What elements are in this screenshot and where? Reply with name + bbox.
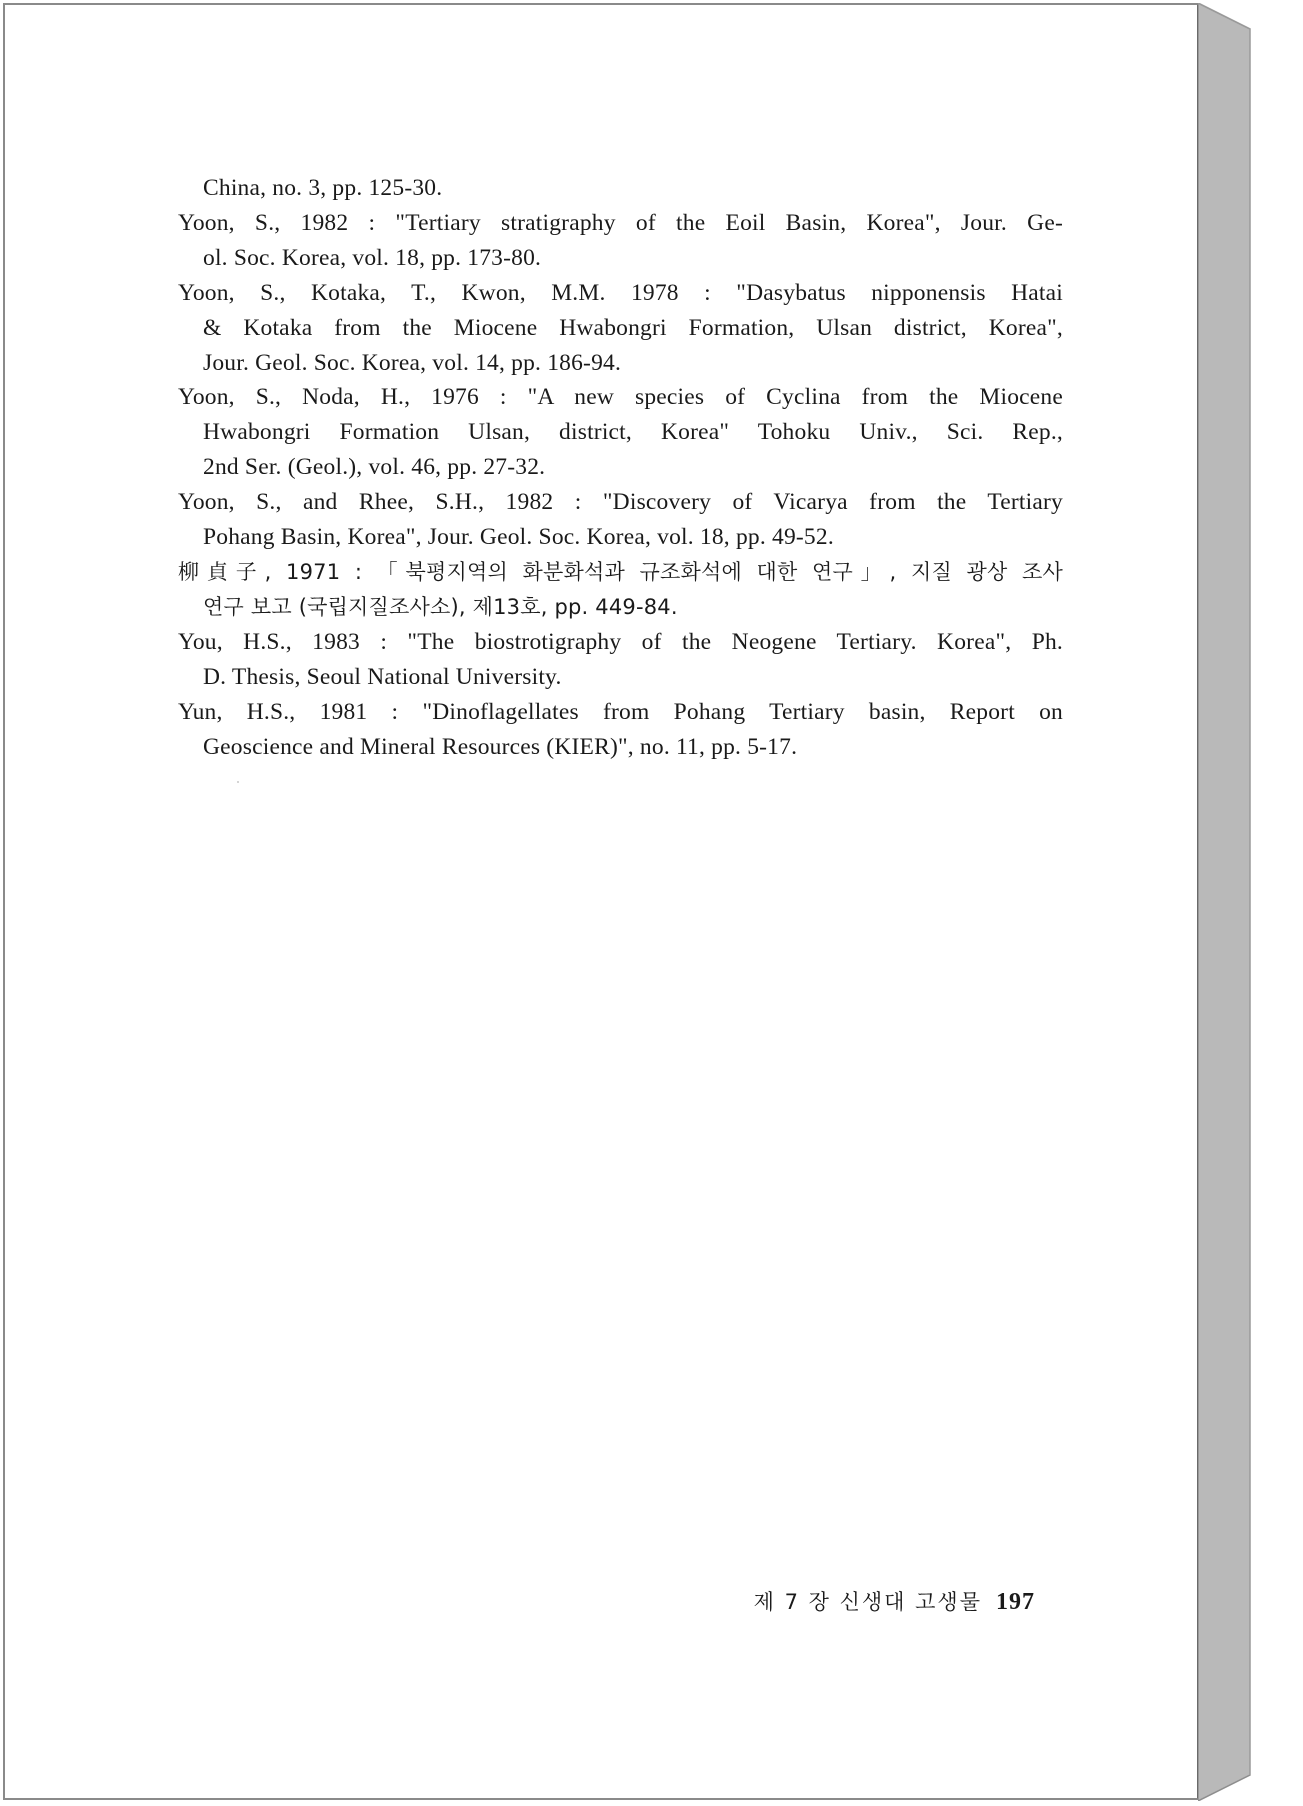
reference-entry-korean: [178, 555, 1063, 625]
reference-entry: [178, 206, 1063, 276]
reference-list: [178, 171, 1063, 764]
reference-line: 柳貞子, 1971 : 「북평지역의 화분화석과 규조화석에 대한 연구」, 지질 광상 조사: [178, 559, 1063, 584]
reference-line: Hwabongri Formation Ulsan, district, Korea" Tohoku Univ., Sci. Rep.,: [203, 419, 1063, 446]
page-number: 197: [996, 1589, 1035, 1615]
reference-line: D. Thesis, Seoul National University.: [203, 663, 562, 690]
reference-line: Yoon, S., and Rhee, S.H., 1982 : "Discovery of Vicarya from the Tertiary: [178, 489, 1063, 516]
scan-speck: [237, 781, 239, 783]
reference-entry: [178, 276, 1063, 381]
reference-line: 2nd Ser. (Geol.), vol. 46, pp. 27-32.: [203, 454, 546, 481]
book-edge: [1198, 3, 1258, 1801]
book-edge-shape: [1198, 3, 1258, 1801]
reference-line: Geoscience and Mineral Resources (KIER)", no. 11, pp. 5-17.: [203, 733, 798, 760]
reference-line: ol. Soc. Korea, vol. 18, pp. 173-80.: [203, 244, 542, 271]
reference-line: Yoon, S., Noda, H., 1976 : "A new species of Cyclina from the Miocene: [178, 384, 1063, 411]
reference-line: & Kotaka from the Miocene Hwabongri Formation, Ulsan district, Korea",: [203, 314, 1063, 341]
reference-entry: [178, 695, 1063, 765]
reference-line: Yoon, S., Kotaka, T., Kwon, M.M. 1978 : "Dasybatus nipponensis Hatai: [178, 279, 1063, 306]
book-page: [3, 3, 1200, 1800]
reference-line: Pohang Basin, Korea", Jour. Geol. Soc. Korea, vol. 18, pp. 49-52.: [203, 524, 834, 551]
reference-entry: [178, 625, 1063, 695]
reference-line: Yoon, S., 1982 : "Tertiary stratigraphy of the Eoil Basin, Korea", Jour. Ge-: [178, 209, 1063, 236]
chapter-title: 제 7 장 신생대 고생물: [753, 1590, 982, 1614]
reference-line: You, H.S., 1983 : "The biostrotigraphy of the Neogene Tertiary. Korea", Ph.: [178, 628, 1063, 655]
reference-entry: [178, 485, 1063, 555]
reference-line: 연구 보고 (국립지질조사소), 제13호, pp. 449-84.: [203, 594, 678, 619]
reference-line: Yun, H.S., 1981 : "Dinoflagellates from Pohang Tertiary basin, Report on: [178, 698, 1063, 725]
page-footer: [705, 1586, 1035, 1616]
reference-entry: [178, 380, 1063, 485]
reference-line: Jour. Geol. Soc. Korea, vol. 14, pp. 186-94.: [203, 349, 622, 376]
reference-continuation-line: China, no. 3, pp. 125-30.: [203, 175, 443, 201]
